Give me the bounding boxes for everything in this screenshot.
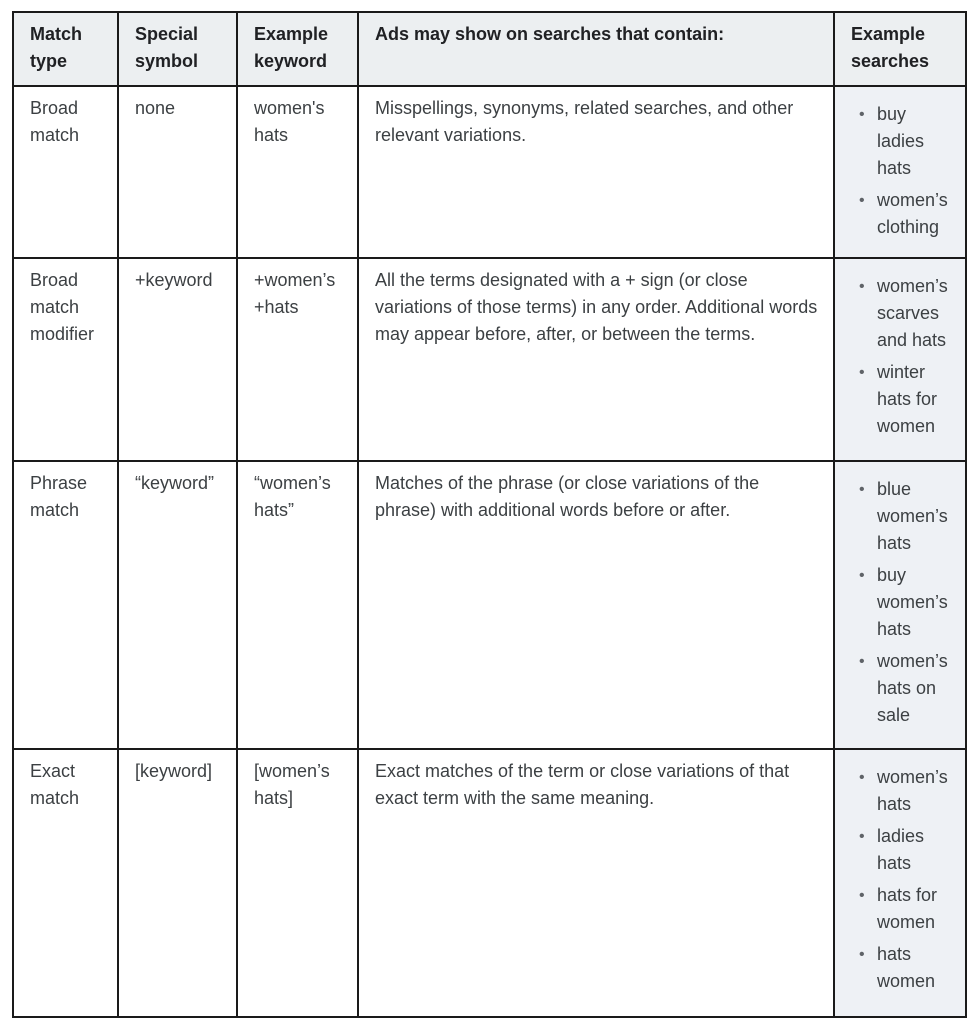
match-type-cell: Broad match (13, 86, 118, 258)
list-item: • women’s clothing (851, 187, 951, 241)
match-type-cell: Exact match (13, 749, 118, 1017)
example-keyword-cell: [women’s hats] (237, 749, 358, 1017)
special-symbol-cell: +keyword (118, 258, 237, 461)
table-row-phrase-match (13, 461, 966, 749)
list-item: • buy ladies hats (851, 101, 951, 182)
list-item: • winter hats for women (851, 359, 951, 440)
header-row (13, 12, 966, 86)
list-item: • women’s scarves and hats (851, 273, 951, 354)
example-keyword-cell: women's hats (237, 86, 358, 258)
special-symbol-cell: none (118, 86, 237, 258)
header-example-searches: Example searches (834, 12, 966, 86)
example-searches-cell (834, 749, 966, 1017)
match-type-cell: Phrase match (13, 461, 118, 749)
header-special-symbol: Special symbol (118, 12, 237, 86)
list-item: • blue women’s hats (851, 476, 951, 557)
match-type-cell: Broad match modifier (13, 258, 118, 461)
example-searches-list (851, 273, 951, 440)
list-item: • hats women (851, 941, 951, 995)
keyword-match-types-table (12, 11, 967, 1018)
description-cell: All the terms designated with a + sign (or close variations of those terms) in any order. Additional words may appear before, after, or between the terms. (358, 258, 834, 461)
list-item: • women’s hats (851, 764, 951, 818)
description-cell: Misspellings, synonyms, related searches, and other relevant variations. (358, 86, 834, 258)
example-searches-cell (834, 86, 966, 258)
special-symbol-cell: “keyword” (118, 461, 237, 749)
example-searches-list (851, 764, 951, 995)
example-keyword-cell: +women’s +hats (237, 258, 358, 461)
list-item: • ladies hats (851, 823, 951, 877)
list-item: • women’s hats on sale (851, 648, 951, 729)
example-searches-list (851, 101, 951, 241)
example-searches-cell (834, 461, 966, 749)
list-item: • buy women’s hats (851, 562, 951, 643)
special-symbol-cell: [keyword] (118, 749, 237, 1017)
example-keyword-cell: “women’s hats” (237, 461, 358, 749)
header-match-type: Match type (13, 12, 118, 86)
table-row-broad-match (13, 86, 966, 258)
example-searches-cell (834, 258, 966, 461)
header-ads-may-show: Ads may show on searches that contain: (358, 12, 834, 86)
list-item: • hats for women (851, 882, 951, 936)
table-row-broad-match-modifier (13, 258, 966, 461)
example-searches-list (851, 476, 951, 729)
table-row-exact-match (13, 749, 966, 1017)
description-cell: Exact matches of the term or close variations of that exact term with the same meaning. (358, 749, 834, 1017)
header-example-keyword: Example keyword (237, 12, 358, 86)
description-cell: Matches of the phrase (or close variations of the phrase) with additional words before or after. (358, 461, 834, 749)
